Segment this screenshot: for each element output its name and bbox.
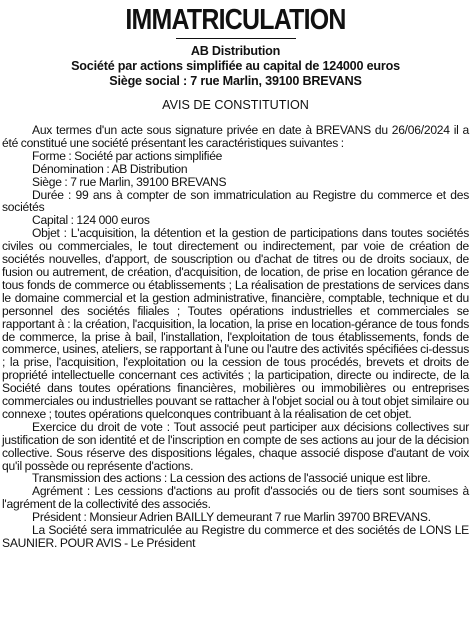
company-name: AB Distribution bbox=[190, 44, 281, 58]
paragraph-voting: Exercice du droit de vote : Tout associé peut participer aux décisions collectives sur justification de son identité et de l'inscription en compte de ses actions au jour de la décision collective. Sous réserve des dispositions légales, chaque associé dispose d'autant de voix qu'il possède ou représente d'actions. bbox=[2, 419, 469, 473]
notice-title: IMMATRICULATION bbox=[125, 4, 346, 36]
paragraph-seat: Siège : 7 rue Marlin, 39100 BREVANS bbox=[32, 174, 227, 189]
notice-body bbox=[2, 124, 469, 550]
title-divider bbox=[176, 38, 296, 39]
paragraph-intro: Aux termes d'un acte sous signature privée en date à BREVANS du 26/06/2024 il a été constitué une société présentant les caractéristiques suivantes : bbox=[2, 123, 469, 150]
paragraph-name: Dénomination : AB Distribution bbox=[32, 161, 188, 176]
company-form-capital: Société par actions simplifiée au capital de 124000 euros bbox=[71, 59, 400, 73]
paragraph-object: Objet : L'acquisition, la détention et la gestion de participations dans toutes sociétés civiles ou commerciales, le tout directement ou indirectement, par voie de création de sociétés nouvelles, d'apport, de souscription ou d'achat de titres ou de droits sociaux, de fusion ou autrement, de création, d'acquisition, de location, de prise en location gérance de tous fonds de commerce ou établissements ; La réalisation de prestations de services dans le domaine commercial et la gestion administrative, financière, comptable, technique et du personnel des sociétés filiales ; Toutes opérations industrielles et commerciales se rapportant à : la création, l'acquisition, la location, la prise en location-gérance de tous fonds de commerce, la prise à bail, l'installation, l'exploitation de tous établissements, fonds de commerce, usines, ateliers, se rapportant à l'une ou l'autre des activités spécifiées ci-dessus ; la prise, l'acquisition, l'exploitation ou la cession de tous procédés, brevets et droits de propriété intellectuelle concernant ces activités ; la participation, directe ou indirecte, de la Société dans toutes opérations financières, mobilières ou immobilières ou entreprises commerciales ou industrielles pouvant se rattacher à l'objet social ou à tout objet similaire ou connexe ; toutes opérations quelconques contribuant à la réalisation de cet objet. bbox=[2, 226, 469, 421]
notice-type: AVIS DE CONSTITUTION bbox=[162, 98, 309, 112]
paragraph-capital: Capital : 124 000 euros bbox=[32, 213, 150, 228]
head-office: Siège social : 7 rue Marlin, 39100 BREVANS bbox=[109, 74, 362, 88]
paragraph-transfer: Transmission des actions : La cession des actions de l'associé unique est libre. bbox=[32, 471, 431, 486]
paragraph-form: Forme : Société par actions simplifiée bbox=[32, 148, 223, 163]
paragraph-duration: Durée : 99 ans à compter de son immatriculation au Registre du commerce et des sociétés bbox=[2, 187, 469, 215]
paragraph-registration: La Société sera immatriculée au Registre du commerce et des sociétés de LONS LE SAUNIER. POUR AVIS - Le Président bbox=[2, 523, 469, 550]
paragraph-president: Président : Monsieur Adrien BAILLY demeurant 7 rue Marlin 39700 BREVANS. bbox=[32, 510, 431, 525]
paragraph-approval: Agrément : Les cessions d'actions au profit d'associés ou de tiers sont soumises à l'agrément de la collectivité des associés. bbox=[2, 484, 469, 512]
